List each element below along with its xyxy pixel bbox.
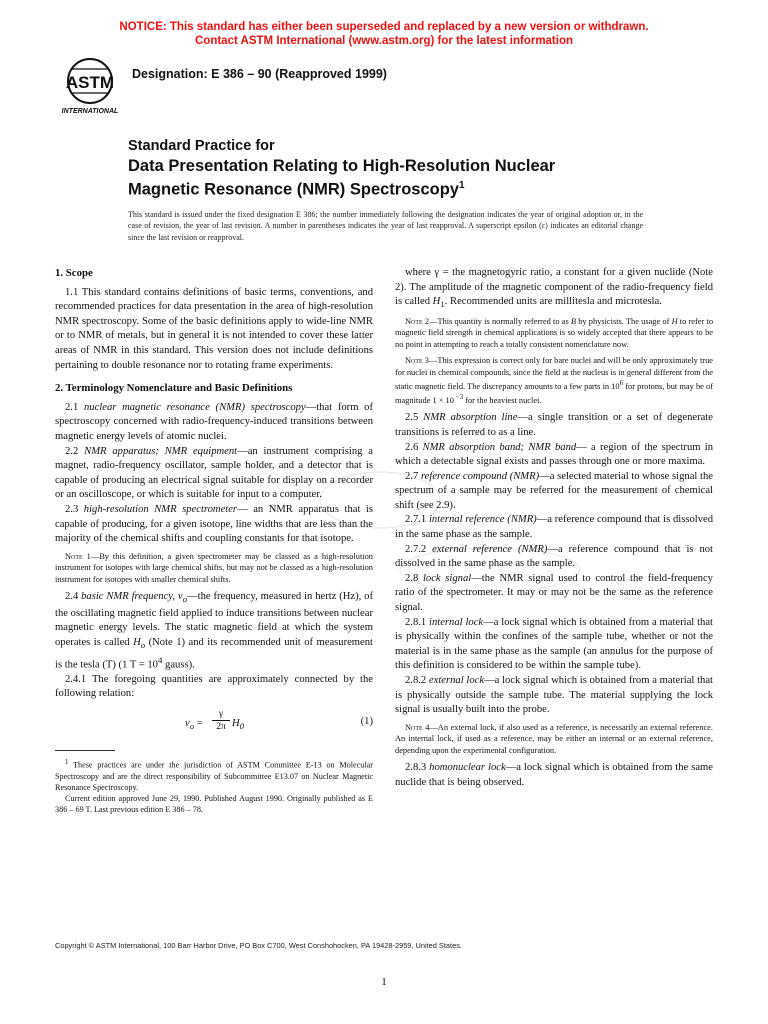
- equation-1: [55, 708, 373, 738]
- fraction-denominator: 2π: [212, 720, 230, 733]
- para-2-8-1: 2.8.1 internal lock—a lock signal which is obtained from a material that is physically within the confines of the sample tube, whether or not the material is in the same phase as the sample (an annulus for the purpose of this definition is considered to be within the sample tube).: [395, 616, 713, 672]
- para-2-1: 2.1 nuclear magnetic resonance (NMR) spectroscopy—that form of spectroscopy concerned with radio-frequency-induced transitions between magnetic energy levels of atomic nuclei.: [55, 401, 373, 442]
- para-2-5: 2.5 NMR absorption line—a single transition or a set of degenerate transitions is referred to as a line.: [395, 412, 713, 438]
- logo-caption: INTERNATIONAL: [61, 108, 119, 115]
- equation-number: (1): [360, 715, 373, 727]
- note-2: Note 2—This quantity is normally referred to as B by physicists. The usage of H to refer to magnetic field strength in chemical applications is so widely accepted that there appears to be no point in attempting to reach a totally consistent nomenclature now.: [395, 316, 714, 349]
- notice-line-1: NOTICE: This standard has either been superseded and replaced by a new version or withdrawn.: [119, 21, 649, 33]
- title-footnote-marker: 1: [458, 180, 465, 191]
- para-where: where γ = the magnetogyric ratio, a constant for a given nuclide (Note 2). The amplitude of the magnetic component of the radio-frequency field is called $H_1$. Recommended units are millitesla and microtesla.: [395, 267, 713, 310]
- footnote-edition: Current edition approved June 29, 1990. Published August 1990. Originally published as E 386 – 69 T. Last previous edition E 386 – 78.: [55, 793, 373, 814]
- fraction-numerator: γ: [218, 708, 224, 719]
- term: high-resolution NMR spectrometer: [83, 503, 238, 515]
- term: basic NMR frequency, $\nu_o$: [81, 590, 188, 605]
- para-2-6: 2.6 NMR absorption band; NMR band— a region of the spectrum in which a detectable signal exists and passes through one or more maxima.: [395, 441, 714, 468]
- title-line-1: Standard Practice for: [128, 138, 275, 154]
- title-line-2: Data Presentation Relating to High-Resolution Nuclear: [128, 157, 556, 175]
- designation: Designation: E 386 – 90 (Reapproved 1999): [132, 67, 387, 81]
- para-2-7-1: 2.7.1 internal reference (NMR)—a reference compound that is dissolved in the same phase as the sample.: [395, 514, 713, 541]
- para-2-2: 2.2 NMR apparatus; NMR equipment—an instrument comprising a magnet, radio-frequency oscillator, sample holder, and a detector that is capable of producing an electrical signal suitable for display on a recorder or an oscilloscope, or which is suitable for input to a computer.: [55, 445, 373, 501]
- title-line-3: Magnetic Resonance (NMR) Spectroscopy$^1$: [128, 180, 465, 199]
- term: reference compound (NMR): [420, 470, 540, 482]
- term: homonuclear lock: [429, 762, 506, 774]
- para-2-8-3: 2.8.3 homonuclear lock—a lock signal which is obtained from the same nuclide that is being observed.: [395, 762, 713, 788]
- section-1-heading: 1. Scope: [55, 267, 93, 279]
- term: NMR absorption line: [423, 412, 518, 424]
- term: NMR apparatus; NMR equipment: [84, 445, 238, 457]
- term: nuclear magnetic resonance (NMR) spectroscopy: [84, 401, 306, 413]
- equation-rhs: $H_0$: [232, 717, 245, 731]
- equation-fraction: [212, 708, 230, 733]
- para-2-8-2: 2.8.2 external lock—a lock signal which is obtained from a material that is physically outside the sample tube. The material supplying the lock signal is usually built into the probe.: [395, 675, 713, 716]
- astm-logo: [60, 55, 124, 117]
- section-2-heading: 2. Terminology Nomenclature and Basic Definitions: [55, 382, 293, 395]
- term: lock signal: [422, 572, 472, 584]
- issue-note: This standard is issued under the fixed designation E 386; the number immediately following the designation indicates the year of original adoption or, in the case of revision, the year of last revision. A number in parentheses indicates the year of last reapproval. A superscript epsilon (ε) indicates an editorial change since the last revision or reapproval.: [128, 210, 643, 242]
- footnote-1: $^1$ These practices are under the jurisdiction of ASTM Committee E-13 on Molecular Spectroscopy and are the direct responsibility of Subcommittee E13.07 on Nuclear Magnetic Resonance Spectroscopy.: [55, 758, 373, 792]
- para-2-7-2: 2.7.2 external reference (NMR)—a reference compound that is not dissolved in the same phase as the sample.: [395, 543, 713, 570]
- left-column: [55, 266, 373, 815]
- para-2-4: 2.4 basic NMR frequency, $\nu_o—the$ frequency, measured in hertz (Hz), of the oscillating magnetic field applied to induce transitions between nuclear magnetic energy levels. The static magnetic field at which the system operates is called $H_o$ (Note 1) and its recommended unit of measurement is the tesla (T) (1 $T = 10^4$ gauss).: [55, 590, 373, 671]
- term: external reference (NMR): [432, 543, 548, 555]
- para-2-3: 2.3 high-resolution NMR spectrometer— an NMR apparatus that is capable of producing, for a given isotope, line widths that are less than the majority of the chemical shifts and coupling constants for that isotope.: [55, 503, 373, 545]
- term: external lock: [428, 675, 485, 687]
- page-number: 1: [381, 976, 387, 988]
- term: internal lock: [429, 616, 484, 628]
- para-2-4-1: 2.4.1 The foregoing quantities are approximately connected by the following relation:: [55, 673, 373, 700]
- equation-lhs: $\nu_o$ =: [185, 717, 203, 731]
- footnote-divider: [55, 750, 115, 751]
- note-3: Note 3—This expression is correct only for bare nuclei and will be only approximately true for nuclei in chemical compounds, since the field at the nucleus is in general different from the static magnetic field. The discrepancy amounts to a few parts in $10^6$ for protons, but may be of magnitude 1 × 10 $^{-3}$ for the heaviest nuclei.: [395, 356, 713, 405]
- term: NMR absorption band; NMR band: [422, 441, 577, 453]
- para-2-7: 2.7 reference compound (NMR)—a selected material to whose signal the spectrum of a sample may be referred for the measurement of chemical shift (see 2.9).: [395, 470, 713, 511]
- withdrawal-notice: [0, 20, 768, 48]
- right-column: [395, 266, 713, 790]
- document-title: [128, 136, 555, 200]
- logo-letters: ASTM: [65, 73, 115, 92]
- term: internal reference (NMR): [428, 514, 537, 526]
- note-4: Note 4—An external lock, if also used as a reference, is necessarily an external reference. An internal lock, if used as a reference, may be either an internal or an external reference, depending upon the experimental configuration.: [395, 722, 713, 755]
- para-1-1: 1.1 This standard contains definitions of basic terms, conventions, and recommended practices for data presentation in the area of high-resolution NMR spectroscopy. Some of the basic definitions apply to wide-line NMR or to NMR of metals, but in general it is not intended to cover these latter areas of NMR in this standard. This version does not include definitions pertaining to double resonance nor to rotating frame experiments.: [55, 286, 373, 371]
- notice-line-2: Contact ASTM International (www.astm.org) for the latest information: [194, 35, 574, 47]
- copyright-line: Copyright © ASTM International, 100 Barr Harbor Drive, PO Box C700, West Conshohocken, PA 19428-2959, United States.: [55, 941, 462, 950]
- note-1: Note 1—By this definition, a given spectrometer may be classed as a high-resolution instrument for isotopes with large chemical shifts, but may not be classed as a high-resolution instrument for isotopes with smaller chemical shifts.: [55, 551, 373, 584]
- para-2-8: 2.8 lock signal—the NMR signal used to control the field-frequency ratio of the spectrometer. It may or may not be the same as the reference signal.: [395, 572, 713, 614]
